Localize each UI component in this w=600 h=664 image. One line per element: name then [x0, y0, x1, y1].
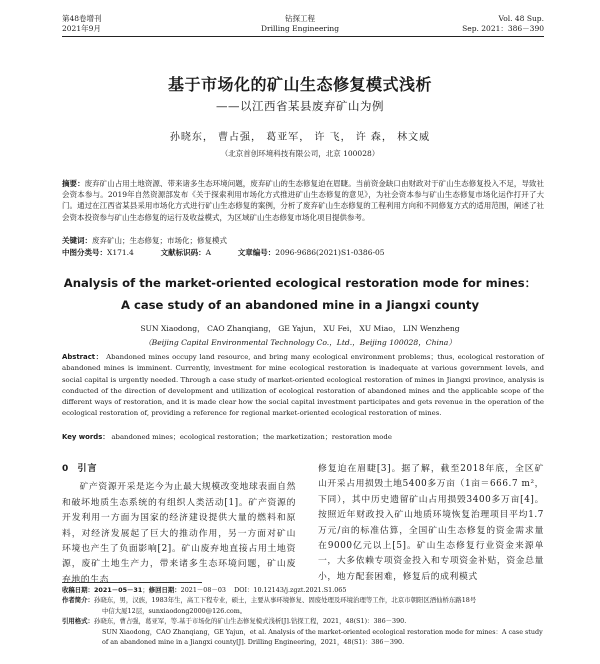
keywords-en	[62, 432, 544, 443]
keywords-cn	[62, 235, 544, 246]
journal-volume: 第48卷增刊	[62, 14, 102, 23]
journal-pages: Sep. 2021：386－390	[462, 24, 544, 33]
abstract-cn	[62, 178, 544, 223]
author-intro-line2: 中信大厦12层，sunxiaodong2000@126.com。	[102, 606, 247, 615]
footnote-author	[62, 595, 544, 605]
affiliation-cn: （北京首创环境科技有限公司，北京 100028）	[220, 149, 380, 158]
paper-title-en-line1: Analysis of the market-oriented ecological restoration mode for mines：	[63, 276, 537, 290]
journal-name-en: Drilling Engineering	[260, 24, 340, 33]
journal-date: 2021年9月	[62, 24, 101, 33]
journal-name-cn: 钻探工程	[285, 14, 315, 23]
body-paragraph-left: 矿产资源开采是迄今为止最大规模改变地球表面自然和破坏地质生态系统的有组织人类活动[1]。矿产资源的开发利用一方面为国家的经济建设提供大量的燃料和原料，对经济发展起了巨大的推动作用，另一方面对矿山环境也产生了负面影响[2]。矿山废弃地直接占用土地资源，废矿土地生产力，带来诸多生态环境问题，矿山废弃地的生态	[62, 482, 296, 585]
footnotes	[62, 585, 544, 647]
affiliation-en: （Beijing Capital Environmental Technology Co.，Ltd.，Beijing 100028，China）	[144, 338, 456, 347]
header-rule	[62, 36, 544, 37]
author-intro-line1: 孙晓东，男，汉族，1983年生，高工下程专业，硕士，主要从事环境修复、固废处理及环境治理等工作，北京市朝阳区酒仙桥东路18号	[93, 596, 477, 605]
abstract-en-label: Abstract：	[62, 353, 104, 361]
keywords-cn-text: 废弃矿山；生态修复；市场化；修复模式	[92, 236, 227, 245]
received-date: 收稿日期：2021－05－31	[62, 586, 143, 594]
abstract-en	[62, 352, 544, 420]
keywords-en-text: abandoned mines；ecological restoration；the marketization；restoration mode	[111, 433, 392, 441]
revised-date: 2021－08－03	[180, 586, 226, 594]
doc-code-label: 文献标识码：	[160, 248, 206, 257]
keywords-en-label: Key words：	[62, 433, 110, 441]
citation-label: 引用格式：	[62, 617, 94, 626]
paper-subtitle-cn: ——以江西省某县废弃矿山为例	[216, 99, 384, 113]
authors-en: SUN Xiaodong， CAO Zhanqiang， GE Yajun， XU Fei， XU Miao， LIN Wenzheng	[140, 324, 460, 333]
journal-volume-en: Vol. 48 Sup.	[498, 14, 544, 23]
authors-cn: 孙晓东， 曹占强， 葛亚军， 许 飞， 许 森， 林文威	[169, 132, 431, 143]
body-paragraph-right: 修复迫在眉睫[3]。据了解，截至2018年底，全区矿山开采占用损毁土地5400多万亩（1亩＝666.7 m²，下同），其中历史遗留矿山占用损毁3400多万亩[4]。按照近年财政投入矿山地质环境恢复治理项目平均1.7万元/亩的标准估算，全国矿山生态修复的资金需求量在9000亿元以上[5]。矿山生态修复行业资金来源单一，大多依赖专项资金投入和专项资金补贴，资金总量小，地方配套困难，修复后的成利模式	[318, 464, 544, 582]
abstract-en-text: Abandoned mines occupy land resource, and bring many ecological environment problems；thus, ecological restoration of abandoned mines is imminent. Currently, investment for mine ecological restoration is inadequate at various government levels, and social capital is urgently needed. Through a case study of market-oriented ecological restoration of mines in Jiangxi province, analysis is conducted of the direction of development and utilization of ecological restoration of abandoned mines and the applicable scope of the different ways of restoration, and it is made clear how the social capital investment participates and gets revenue in the operation of the ecological restoration of, providing a reference for regional market-oriented ecological restoration of mines.	[62, 353, 544, 418]
article-no-value: 2096-9686(2021)S1-0386-05	[275, 248, 385, 257]
paper-title-en	[0, 272, 600, 316]
footnote-rule	[62, 582, 202, 583]
footnote-citation	[62, 616, 544, 626]
abstract-cn-text: 废弃矿山占用土地资源、带来诸多生态环境问题，废弃矿山的生态修复迫在眉睫。当前资金缺口由财政对于矿山生态修复投入不足，导致社会资本参与。2019年自然资源部发布《关于探索利用市场化方式推进矿山生态修复的意见》，为社会资本参与矿山生态修复市场化运作打开了大门。通过在江西省某县采用市场化方式进行矿山生态修复的案例，分析了废弃矿山生态修复的工程利用方向和不同修复方式的适用范围，阐述了社会资本投资参与矿山生态修复的运行及收益模式，为区域矿山生态修复市场化项目提供参考。	[62, 179, 545, 222]
abstract-cn-label: 摘要：	[62, 179, 85, 188]
citation-en-line1: SUN Xiaodong，CAO Zhanqiang，GE Yajun，et al. Analysis of the market-oriented ecological restoration mode for mines：A case study	[102, 627, 543, 636]
article-no-label: 文章编号：	[237, 248, 276, 257]
keywords-cn-label: 关键词：	[62, 236, 92, 245]
citation-cn: 孙晓东，曹占强，葛亚军，等.基于市场化的矿山生态修复模式浅析[J].钻探工程，2021，48(S1)：386－390.	[93, 617, 407, 626]
footnote-dates: 收稿日期：2021－05－31；修回日期：2021－08－03 DOI：10.12143/j.zgzt.2021.S1.065	[62, 586, 347, 594]
paper-title-cn: 基于市场化的矿山生态修复模式浅析	[167, 75, 432, 94]
section-number: 0	[62, 464, 70, 474]
clc-label: 中图分类号：	[62, 248, 107, 257]
clc-value: X171.4	[107, 248, 134, 257]
classification-row	[62, 247, 544, 258]
section-heading	[62, 462, 296, 477]
body-column-left	[62, 462, 296, 588]
paper-title-en-line2: A case study of an abandoned mine in a Jiangxi county	[120, 298, 480, 312]
body-column-right	[318, 462, 544, 585]
revised-label: 修回日期：	[148, 586, 181, 594]
citation-en-line2: of an abandoned mine in a Jiangxi county[J]. Drilling Engineering，2021，48(S1)：386－390.	[102, 638, 405, 647]
doi: DOI：10.12143/j.zgzt.2021.S1.065	[234, 586, 347, 594]
doc-code-value: A	[205, 248, 212, 257]
section-title: 引言	[77, 464, 98, 474]
author-intro-label: 作者简介：	[62, 596, 94, 605]
